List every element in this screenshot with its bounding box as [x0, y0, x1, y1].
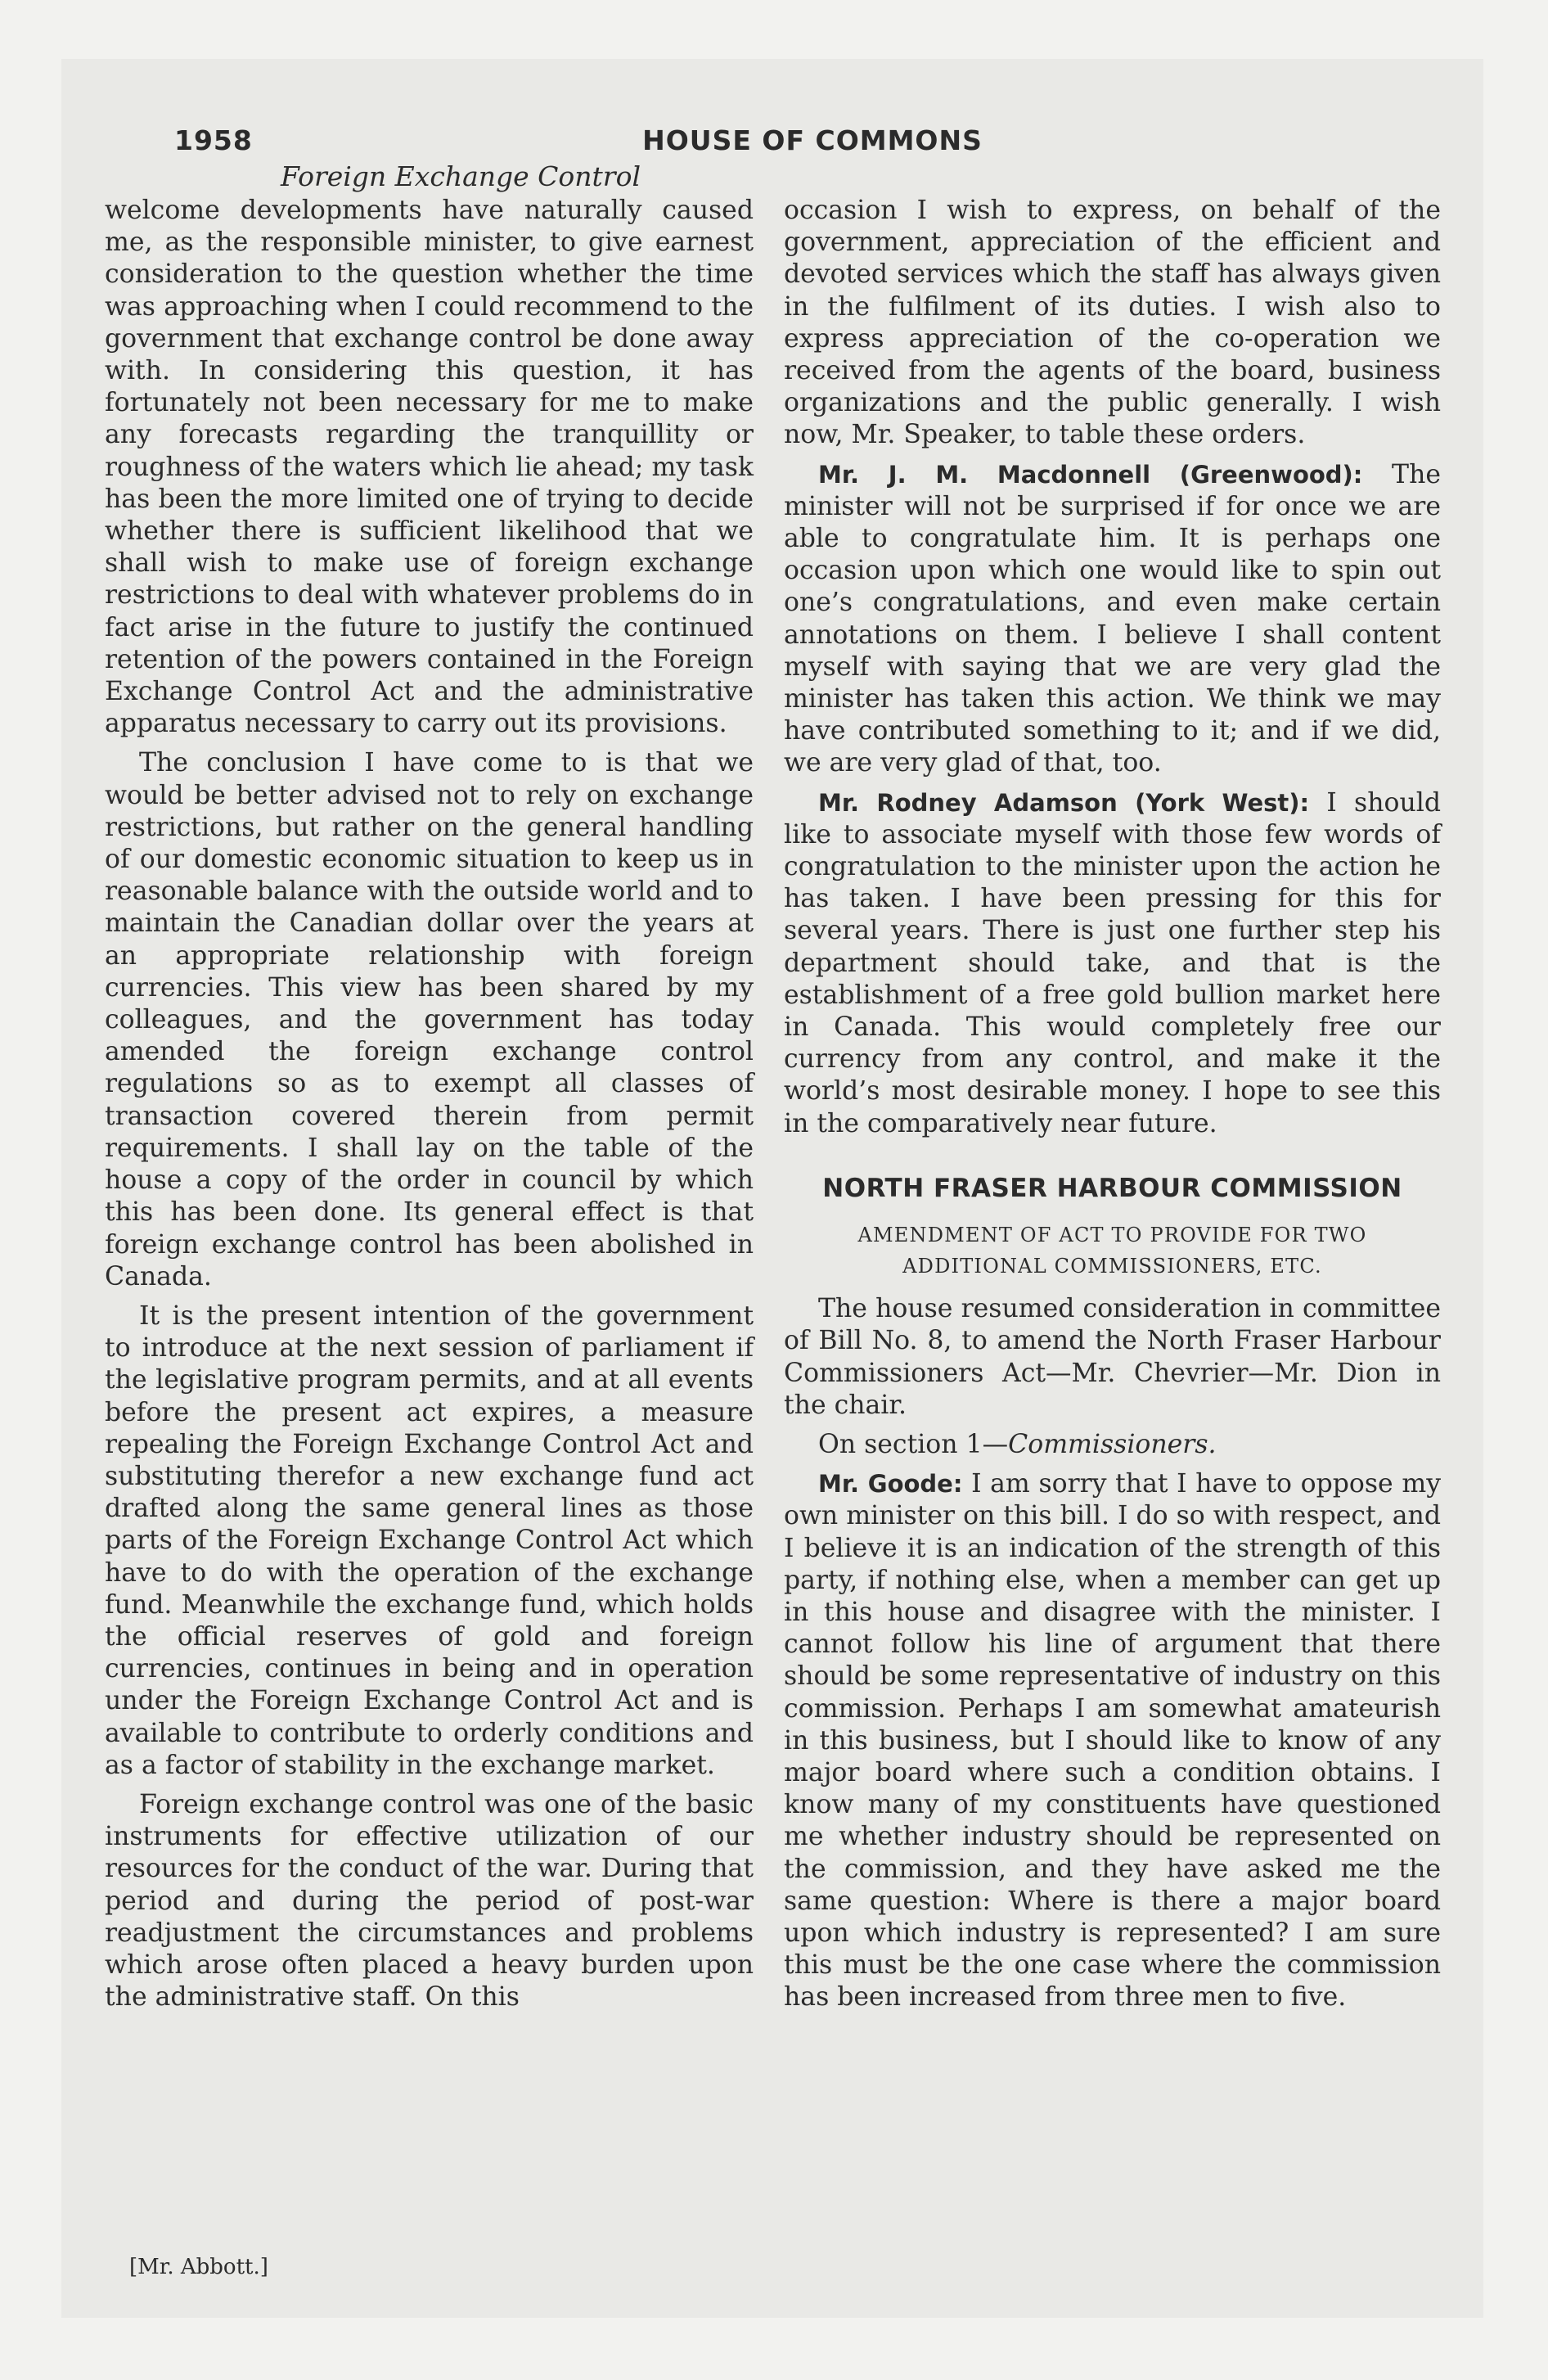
running-head: HOUSE OF COMMONS [642, 124, 983, 156]
paragraph [784, 1468, 1441, 2013]
speech-text: I am sorry that I have to oppose my own minister on this bill. I do so with respect, and I believe it is an indication of the strength of this party, if nothing else, when a member can get up in this house and disagree with the minister. I cannot follow his line of argument that there should be some representative of industry on this commission. Perhaps I am somewhat amateurish in this business, but I should like to know of any major board where such a condition obtains. I know many of my constituents have questioned me whether industry should be represented on the commission, and they have asked me the same question: Where is there a major board upon which industry is represented? I am sure this must be the one case where the commission has been increased from three men to five. [784, 1469, 1441, 2013]
paragraph: The conclusion I have come to is that we would be better advised not to rely on exchange restrictions, but rather on the general handling of our domestic economic situation to keep us in reasonable balance with the outside world and to maintain the Canadian dollar over the years at an appropriate relationship with foreign currencies. This view has been shared by my colleagues, and the government has today amended the foreign exchange control regulations so as to exempt all classes of transaction covered therein from permit requirements. I shall lay on the table of the house a copy of the order in council by which this has been done. Its general effect is that foreign exchange control has been abolished in Canada. [105, 748, 754, 1291]
section-title: Commissioners. [1008, 1429, 1217, 1459]
paragraph: The house resumed consideration in committee of Bill No. 8, to amend the North Fraser Harbour Commissioners Act—Mr. Chevrier—Mr. Dion in the chair. [784, 1294, 1441, 1420]
paragraph: It is the present intention of the government to introduce at the next session of parliament if the legislative program permits, and at all events before the present act expires, a measure repealing the Foreign Exchange Control Act and substituting therefor a new exchange fund act drafted along the same general lines as those parts of the Foreign Exchange Control Act which have to do with the operation of the exchange fund. Meanwhile the exchange fund, which holds the official reserves of gold and foreign currencies, continues in being and in operation under the Foreign Exchange Control Act and is available to contribute to orderly conditions and as a factor of stability in the exchange market. [105, 1300, 754, 1780]
footer-attribution: [Mr. Abbott.] [129, 2255, 268, 2279]
speaker-name: Mr. Rodney Adamson (York West): [818, 788, 1310, 817]
page-header [174, 124, 1451, 165]
section-lead: On section 1— [818, 1429, 1009, 1459]
section-subheading-line: ADDITIONAL COMMISSIONERS, ETC. [902, 1255, 1322, 1278]
right-column [784, 195, 1441, 2022]
paragraph: welcome developments have naturally caused me, as the responsible minister, to give earnest consideration to the question whether the time was approaching when I could recommend to the government that exchange control be done away with. In considering this question, it has fortunately not been necessary for me to make any forecasts regarding the tranquillity or roughness of the waters which lie ahead; my task has been the more limited one of trying to decide whether there is sufficient likelihood that we shall wish to make use of foreign exchange restrictions to deal with whatever problems do in fact arise in the future to justify the continued retention of the powers contained in the Foreign Exchange Control Act and the administrative apparatus necessary to carry out its provisions. [105, 196, 754, 739]
speech-text: The minister will not be surprised if for once we are able to congratulate him. It is perhaps one occasion upon which one would like to spin out one’s congratulations, and even make certain annotations on them. I believe I shall content myself with saying that we are very glad the minister has taken this action. We think we may have contributed something to it; and if we did, we are very glad of that, too. [784, 459, 1441, 778]
paragraph [784, 459, 1441, 780]
page-number: 1958 [174, 124, 253, 156]
section-subheading-line: AMENDMENT OF ACT TO PROVIDE FOR TWO [857, 1224, 1367, 1247]
speaker-name: Mr. J. M. Macdonnell (Greenwood): [818, 460, 1363, 489]
section-subheading [784, 1219, 1441, 1282]
section-heading: NORTH FRASER HARBOUR COMMISSION [822, 1173, 1402, 1203]
speech-text: I should like to associate myself with those few words of congratulation to the minister upon the action he has taken. I have been pressing for this for several years. There is just one further step his department should take, and that is the establishment of a free gold bullion market here in Canada. This would completely free our currency from any control, and make it the world’s most desirable money. I hope to see this in the comparatively near future. [784, 787, 1441, 1138]
subject-heading: Foreign Exchange Control [280, 160, 641, 192]
left-column [105, 195, 754, 2021]
paragraph: Foreign exchange control was one of the basic instruments for effective utilization of our resources for the conduct of the war. During that period and during the period of post-war readjustment the circumstances and problems which arose often placed a heavy burden upon the administrative staff. On this [105, 1789, 754, 2013]
paragraph [784, 787, 1441, 1140]
paragraph: occasion I wish to express, on behalf of the government, appreciation of the efficient and devoted services which the staff has always given in the fulfilment of its duties. I wish also to express appreciation of the co-operation we received from the agents of the board, business organizations and the public generally. I wish now, Mr. Speaker, to table these orders. [784, 196, 1441, 450]
paragraph [784, 1429, 1441, 1461]
speaker-name: Mr. Goode: [818, 1470, 963, 1499]
